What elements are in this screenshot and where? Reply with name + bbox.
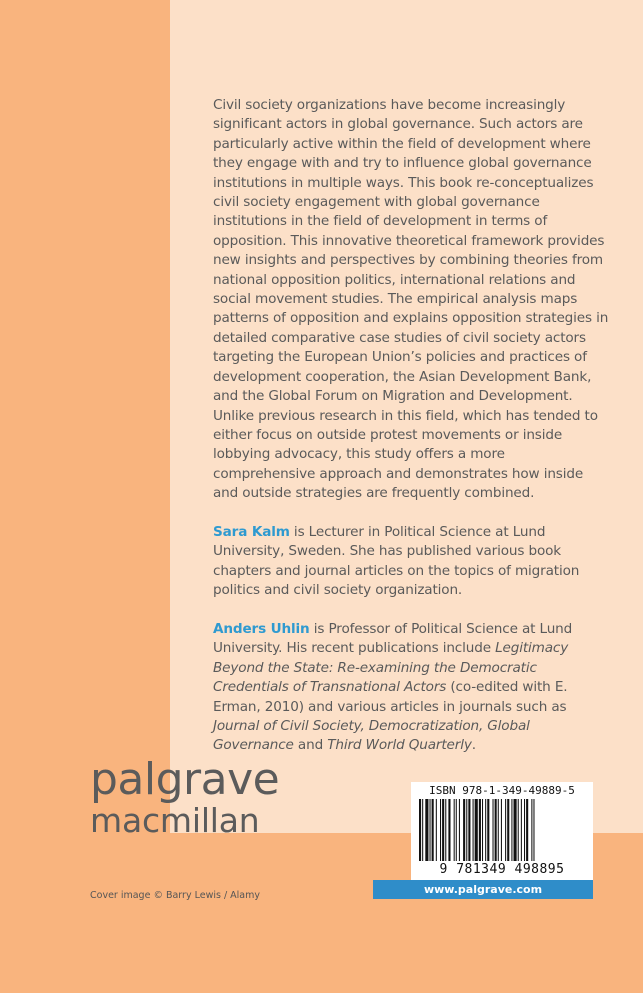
author-bio-2	[213, 620, 611, 756]
publisher-url[interactable]: www.palgrave.com	[373, 880, 593, 899]
author-bio-2-end: .	[471, 737, 476, 754]
isbn-label: ISBN 978-1-349-49889-5	[429, 784, 575, 797]
ean-label: 9 781349 498895	[439, 862, 565, 877]
author-bio-1-text: is Lecturer in Political Science at Lund University, Sweden. She has published various book chapters and journal articles on the topics of migration politics and civil society organization.	[213, 523, 580, 599]
barcode-graphic	[419, 799, 585, 861]
back-cover-text	[213, 96, 611, 775]
author-name-1: Sara Kalm	[213, 523, 290, 540]
publisher-logo	[90, 754, 280, 840]
author-bio-1	[213, 523, 611, 601]
book-title: Legitimacy Beyond the State: Re-examining the Democratic Credentials of Transnational Actors	[213, 640, 569, 696]
author-bio-2-mid: (co-edited with E. Erman, 2010) and various articles in journals such as	[213, 679, 568, 715]
author-bio-2-start: is Professor of Political Science at Lund University. His recent publications include	[213, 620, 573, 657]
author-name-2: Anders Uhlin	[213, 620, 310, 637]
logo-line-2: macmillan	[90, 801, 260, 840]
journal-list: Journal of Civil Society, Democratization, Global Governance	[213, 717, 530, 754]
barcode-box	[411, 782, 593, 880]
journal-last: Third World Quarterly	[327, 737, 472, 754]
cover-credit: Cover image © Barry Lewis / Alamy	[90, 890, 260, 901]
author-bio-2-and: and	[293, 737, 328, 754]
logo-line-1: palgrave	[90, 754, 280, 805]
book-description: Civil society organizations have become increasingly significant actors in global governance. Such actors are particularly active within the field of development where they engage with and try to influence global governance institutions in multiple ways. This book re-conceptualizes civil society engagement with global governance institutions in the field of development in terms of opposition. This innovative theoretical framework provides new insights and perspectives by combining theories from national opposition politics, international relations and social movement studies. The empirical analysis maps patterns of opposition and explains opposition strategies in detailed comparative case studies of civil society actors targeting the European Union’s policies and practices of development cooperation, the Asian Development Bank, and the Global Forum on Migration and Development. Unlike previous research in this field, which has tended to either focus on outside protest movements or inside lobbying advocacy, this study offers a more comprehensive approach and demonstrates how inside and outside strategies are frequently combined.	[213, 97, 609, 502]
